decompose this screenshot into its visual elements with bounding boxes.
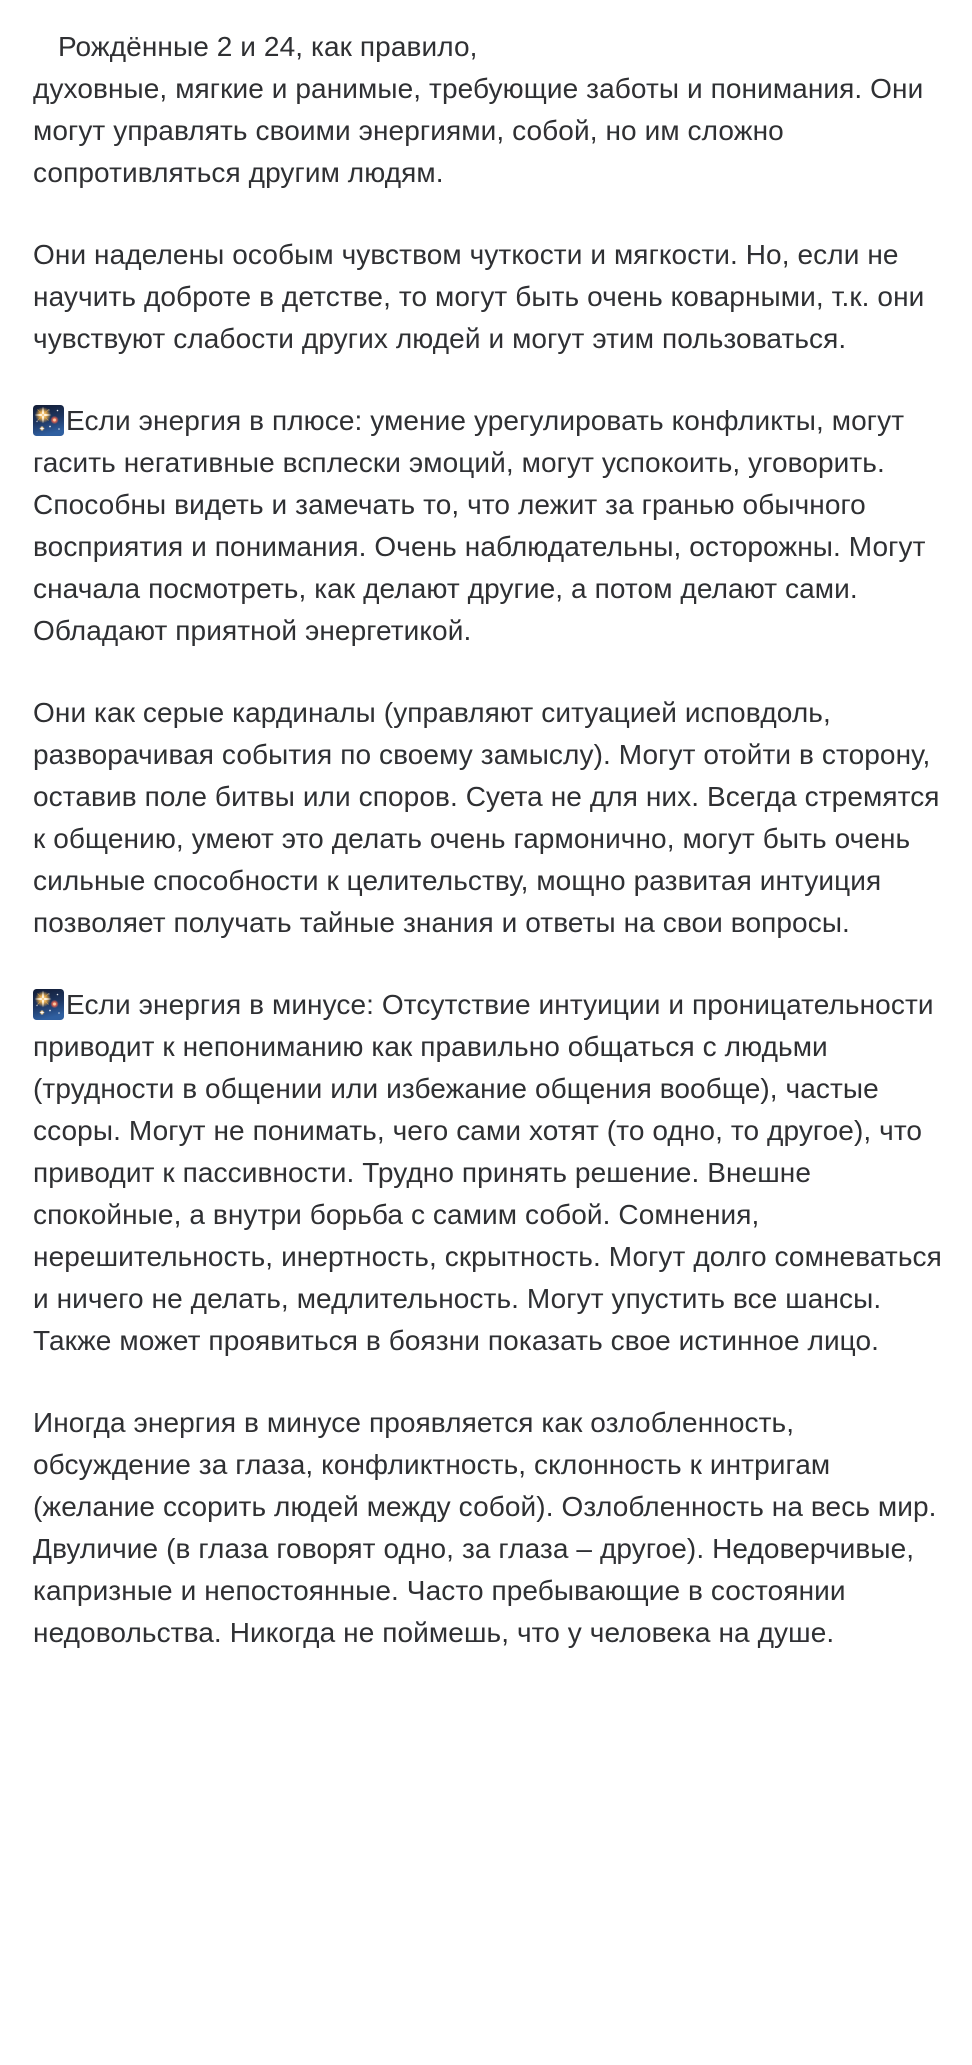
paragraph-2: Они наделены особым чувством чуткости и мягкости. Но, если не научить доброте в детстве, то могут быть очень коварными, т.к. они чувствуют слабости других людей и могут этим пользоваться.: [33, 239, 925, 354]
milky-way-emoji: [33, 989, 64, 1020]
paragraph-5: Если энергия в минусе: Отсутствие интуиции и проницательности приводит к непониманию как правильно общаться с людьми (трудности в общении или избежание общения вообще), частые ссоры. Могут не понимать, чего сами хотят (то одно, то другое), что приводит к пассивности. Трудно принять решение. Внешне спокойные, а внутри борьба с самим собой. Сомнения, нерешительность, инертность, скрытность. Могут долго сомневаться и ничего не делать, медлительность. Могут упустить все шансы. Также может проявиться в боязни показать свое истинное лицо.: [33, 989, 942, 1356]
milky-way-emoji: [33, 405, 64, 436]
paragraph-4: Они как серые кардиналы (управляют ситуацией исповдоль, разворачивая события по своему замыслу). Могут отойти в сторону, оставив поле битвы или споров. Суета не для них. Всегда стремятся к общению, умеют это делать очень гармонично, могут быть очень сильные способности к целительству, мощно развитая интуиция позволяет получать тайные знания и ответы на свои вопросы.: [33, 697, 940, 938]
paragraph-6: Иногда энергия в минусе проявляется как озлобленность, обсуждение за глаза, конфликтность, склонность к интригам (желание ссорить людей между собой). Озлобленность на весь мир. Двуличие (в глаза говорят одно, за глаза – другое). Недоверчивые, капризные и непостоянные. Часто пребывающие в состоянии недовольства. Никогда не поймешь, что у человека на душе.: [33, 1407, 937, 1648]
paragraph-1: Рождённые 2 и 24, как правило, духовные, мягкие и ранимые, требующие заботы и понимания. Они могут управлять своими энергиями, собой, но им сложно сопротивляться другим людям.: [33, 31, 924, 188]
article-body: [33, 26, 946, 1654]
paragraph-3: Если энергия в плюсе: умение урегулировать конфликты, могут гасить негативные всплески эмоций, могут успокоить, уговорить. Способны видеть и замечать то, что лежит за гранью обычного восприятия и понимания. Очень наблюдательны, осторожны. Могут сначала посмотреть, как делают другие, а потом делают сами. Обладают приятной энергетикой.: [33, 405, 926, 646]
